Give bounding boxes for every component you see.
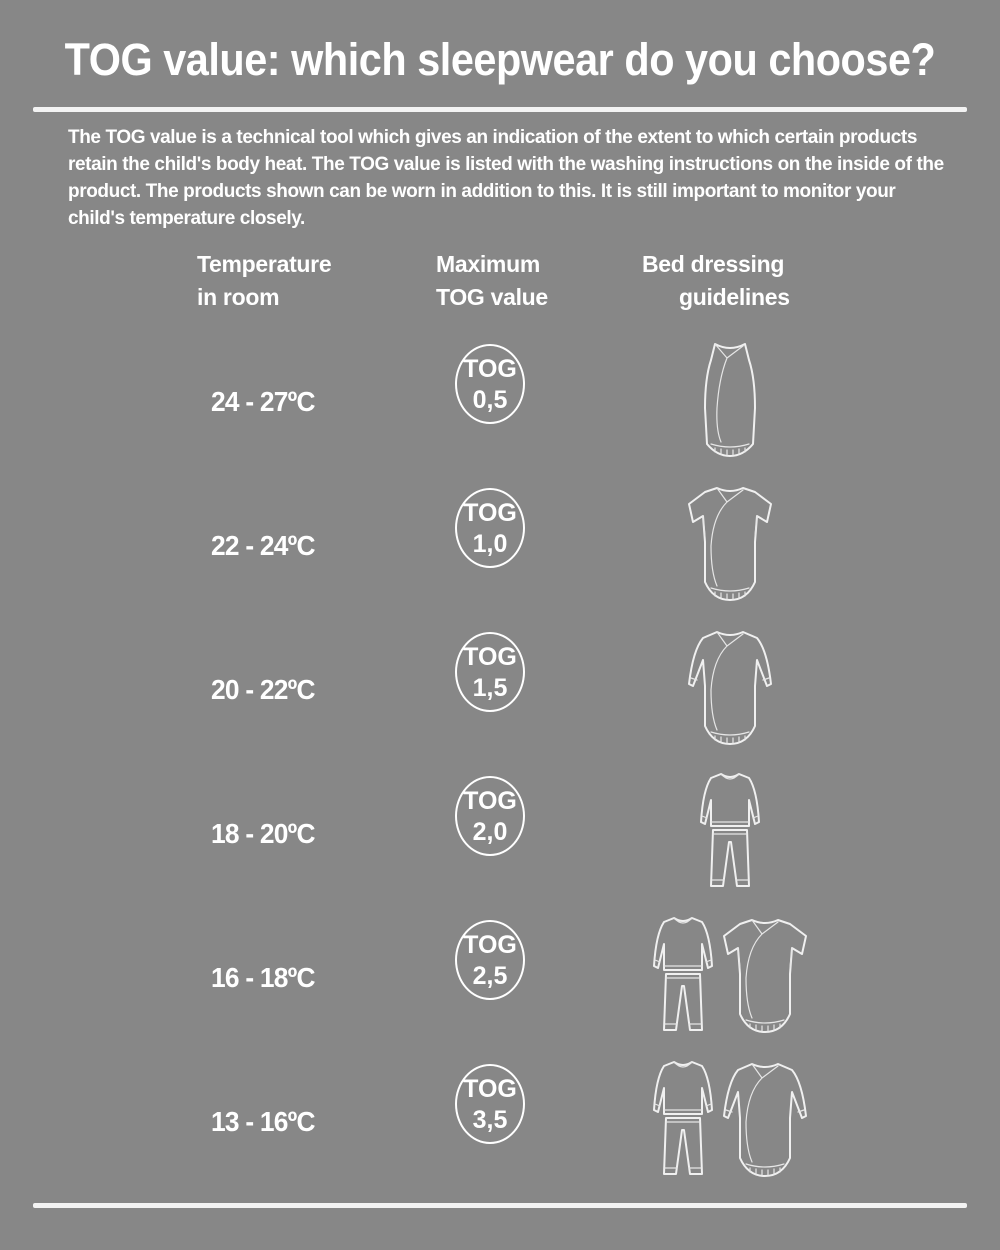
column-header-bed-dressing: Bed dressing guidelines bbox=[642, 251, 790, 310]
garment-illustration bbox=[640, 914, 820, 1038]
tog-badge: TOG 1,5 bbox=[455, 632, 525, 712]
tog-row bbox=[0, 776, 1000, 920]
garment-group bbox=[640, 338, 820, 462]
garment-group bbox=[640, 626, 820, 750]
pyjamas-icon bbox=[701, 774, 759, 886]
long-sleeve-bodysuit-icon bbox=[724, 1064, 806, 1176]
tog-row bbox=[0, 920, 1000, 1064]
room-temperature: 22 - 24ºC bbox=[211, 530, 315, 561]
tog-badge: TOG 1,0 bbox=[455, 488, 525, 568]
tog-badge: TOG 2,0 bbox=[455, 776, 525, 856]
room-temperature: 18 - 20ºC bbox=[211, 818, 315, 849]
intro-text: The TOG value is a technical tool which gives an indication of the extent to which certain products retain the child's body heat. The TOG value is listed with the washing instructions on the inside of the product. The products shown can be worn in addition to this. It is still important to monitor your child's temperature closely. bbox=[68, 127, 944, 229]
short-sleeve-bodysuit-icon bbox=[689, 488, 771, 600]
page-title: TOG value: which sleepwear do you choose? bbox=[64, 34, 936, 85]
pyjamas-icon bbox=[654, 918, 712, 1030]
tog-row bbox=[0, 488, 1000, 632]
tog-row bbox=[0, 632, 1000, 776]
tog-badge: TOG 2,5 bbox=[455, 920, 525, 1000]
room-temperature: 24 - 27ºC bbox=[211, 386, 315, 417]
bottom-divider bbox=[33, 1203, 967, 1208]
pyjamas-icon bbox=[654, 1062, 712, 1174]
column-header-temperature: Temperature in room bbox=[197, 251, 332, 310]
garment-illustration bbox=[640, 482, 820, 606]
column-header-tog: Maximum TOG value bbox=[436, 251, 548, 310]
garment-group bbox=[640, 482, 820, 606]
tog-badge: TOG 0,5 bbox=[455, 344, 525, 424]
room-temperature: 13 - 16ºC bbox=[211, 1106, 315, 1137]
tog-badge: TOG 3,5 bbox=[455, 1064, 525, 1144]
long-sleeve-bodysuit-icon bbox=[689, 632, 771, 744]
garment-group bbox=[640, 1058, 820, 1182]
short-sleeve-bodysuit-icon bbox=[724, 920, 806, 1032]
garment-illustration bbox=[640, 338, 820, 462]
top-divider bbox=[33, 107, 967, 112]
garment-group bbox=[640, 914, 820, 1038]
garment-illustration bbox=[640, 770, 820, 894]
room-temperature: 16 - 18ºC bbox=[211, 962, 315, 993]
garment-illustration bbox=[640, 1058, 820, 1182]
tog-row bbox=[0, 344, 1000, 488]
garment-group bbox=[640, 770, 820, 894]
tog-row bbox=[0, 1064, 1000, 1208]
garment-illustration bbox=[640, 626, 820, 750]
sleeveless-bodysuit-icon bbox=[705, 344, 755, 456]
room-temperature: 20 - 22ºC bbox=[211, 674, 315, 705]
